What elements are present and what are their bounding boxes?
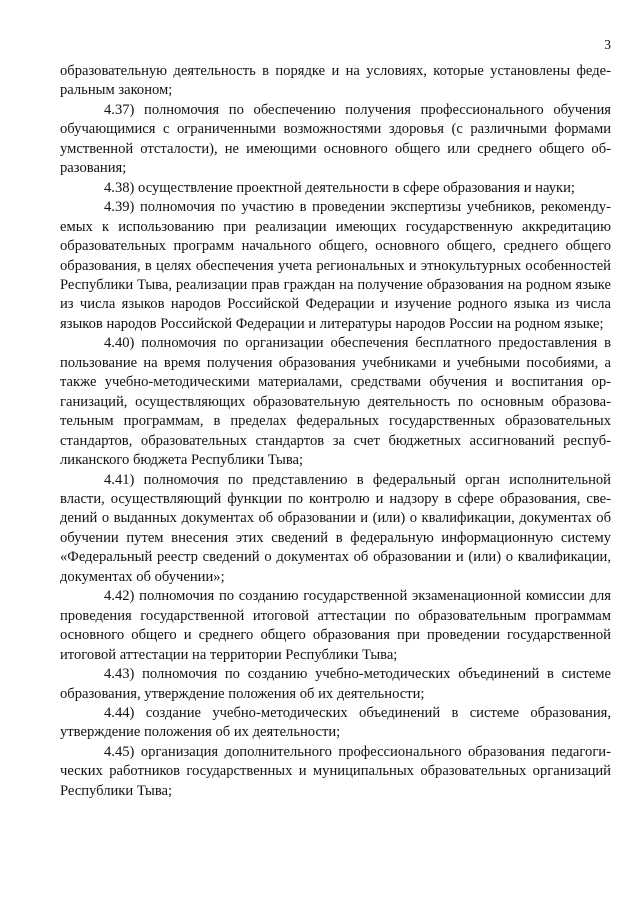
- paragraph-continuation: образовательную деятельность в порядке и на условиях, которые установлены федеральным законом;: [60, 63, 611, 99]
- paragraph-4-42: 4.42) полномочия по созданию государственной экзаменационной комиссии для проведения государственной итоговой аттестации по образовательным программам основного общего и среднего общего образования при проведении государственной итоговой аттестации на территории Республики Тыва;: [60, 588, 611, 663]
- paragraph-4-41: 4.41) полномочия по представлению в федеральный орган исполнительной власти, осуществляющий функции по контролю и надзору в сфере образования, сведений о выданных документах об образовании и (или) о квалификации, документах об обучении путем внесения этих сведений в федеральную информационную систему «Федеральный реестр сведений о документах об образовании и (или) о квалификации, документах об обучении»;: [60, 471, 611, 585]
- paragraph-4-40: 4.40) полномочия по организации обеспечения бесплатного предоставления в пользование на время получения образования учебниками и учебными пособиями, а также учебно-методическими материалами, средствами обучения и воспитания организаций, осуществляющих образовательную деятельность по основным образовательным программам, в пределах федеральных государственных образовательных стандартов, образовательных стандартов за счет бюджетных ассигнований республиканского бюджета Республики Тыва;: [60, 335, 611, 469]
- paragraph-4-39: 4.39) полномочия по участию в проведении экспертизы учебников, рекомендуемых к использованию при реализации имеющих государственную аккредитацию образовательных программ начального общего, основного общего, среднего общего образования, в целях обеспечения учета региональных и этнокультурных особенностей Республики Тыва, реализации прав граждан на получение образования на родном языке из числа языков народов Российской Федерации и изучение родного языка из числа языков народов Российской Федерации и литературы народов России на родном языке;: [60, 199, 611, 332]
- paragraph-4-38: 4.38) осуществление проектной деятельности в сфере образования и науки;: [104, 179, 575, 196]
- paragraph-4-44: 4.44) создание учебно-методических объединений в системе образования, утверждение положения об их деятельности;: [60, 704, 611, 741]
- paragraph-4-37: 4.37) полномочия по обеспечению получения профессионального обучения обучающимися с ограниченными возможностями здоровья (с различными формами умственной отсталости), не имеющими основного общего или среднего общего образования;: [60, 101, 611, 177]
- paragraph-4-43: 4.43) полномочия по созданию учебно-методических объединений в системе образования, утверждение положения об их деятельности;: [60, 666, 611, 702]
- document-body: [60, 62, 611, 801]
- page-number: 3: [604, 37, 611, 52]
- paragraph-4-45: 4.45) организация дополнительного профессионального образования педагогических работников государственных и муниципальных образовательных организаций Республики Тыва;: [60, 743, 611, 799]
